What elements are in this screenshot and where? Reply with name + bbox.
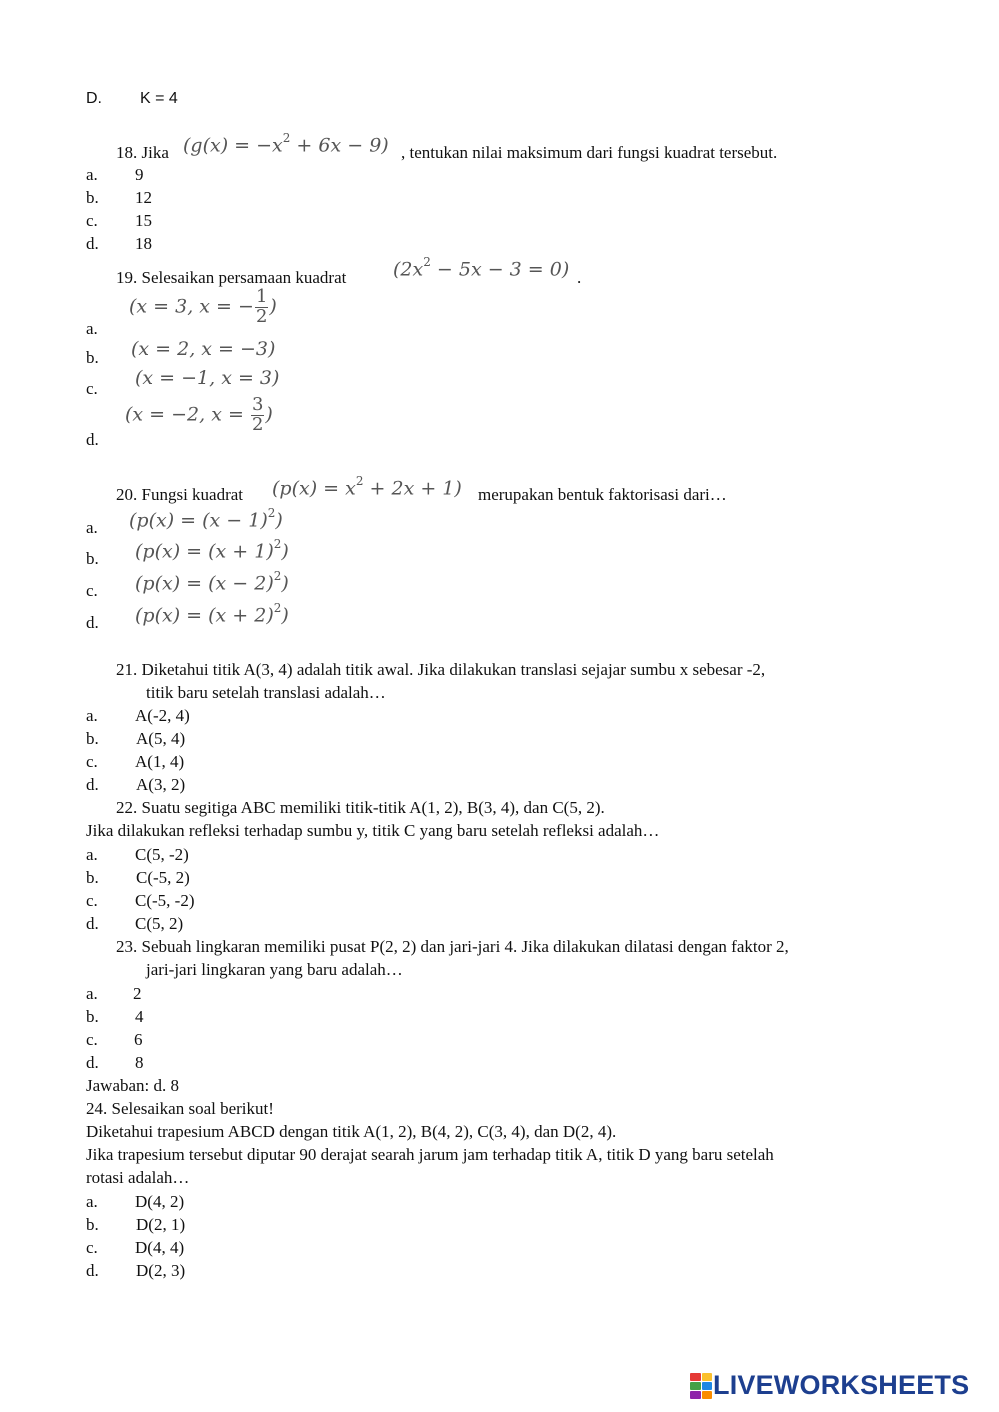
- q19-expression: $(2x^2 - 5x - 3 = 0)$: [393, 255, 570, 281]
- q24-option-d-letter: d.: [86, 1261, 99, 1280]
- q21-option-c-letter: c.: [86, 752, 98, 771]
- q24-option-b-letter: b.: [86, 1215, 99, 1234]
- q20-option-d-letter: d.: [86, 613, 99, 632]
- q20-option-b-letter: b.: [86, 549, 99, 568]
- q23-question-line-1: 23. Sebuah lingkaran memiliki pusat P(2, 2) dan jari-jari 4. Jika dilakukan dilatasi dengan faktor 2,: [116, 937, 789, 956]
- q18-option-a-text: 9: [135, 165, 144, 184]
- q21-option-b-text: A(5, 4): [136, 729, 186, 748]
- q23-option-d-text: 8: [135, 1053, 144, 1072]
- q20-option-a-math: $(p(x) = (x - 1)^2)$: [129, 506, 283, 532]
- q19-option-d-letter: d.: [86, 430, 99, 449]
- q18-option-b-text: 12: [135, 188, 152, 207]
- q20-option-b-math: $(p(x) = (x + 1)^2)$: [135, 537, 289, 563]
- liveworksheets-logo-text: LIVEWORKSHEETS: [713, 1370, 970, 1400]
- q21-option-a-letter: a.: [86, 706, 98, 725]
- q21-option-d-letter: d.: [86, 775, 99, 794]
- q19-option-b-letter: b.: [86, 348, 99, 367]
- q19-question-text: 19. Selesaikan persamaan kuadrat: [116, 268, 347, 287]
- logo-square: [690, 1373, 701, 1381]
- q21-option-c-text: A(1, 4): [135, 752, 185, 771]
- q18-option-a-letter: a.: [86, 165, 98, 184]
- q24-question-line-2: Diketahui trapesium ABCD dengan titik A(1, 2), B(4, 2), C(3, 4), dan D(2, 4).: [86, 1122, 617, 1141]
- q20-option-d-math: $(p(x) = (x + 2)^2)$: [135, 601, 289, 627]
- logo-square: [690, 1391, 701, 1399]
- q24-question-line-3: Jika trapesium tersebut diputar 90 derajat searah jarum jam terhadap titik A, titik D yang baru setelah: [86, 1145, 774, 1164]
- q19-option-c-math: (x = −1, x = 3): [135, 367, 280, 389]
- q19-option-a-letter: a.: [86, 319, 98, 338]
- q19-option-b-math: (x = 2, x = −3): [131, 338, 276, 360]
- q23-option-b-text: 4: [135, 1007, 144, 1026]
- q22-option-b-letter: b.: [86, 868, 99, 887]
- q21-option-b-letter: b.: [86, 729, 99, 748]
- q21-option-a-text: A(-2, 4): [135, 706, 190, 725]
- q22-option-a-text: C(5, -2): [135, 845, 189, 864]
- q21-question-line-2: titik baru setelah translasi adalah…: [146, 683, 386, 702]
- q18-option-d-text: 18: [135, 234, 152, 253]
- q24-option-a-text: D(4, 2): [135, 1192, 185, 1211]
- q19-option-a-math: (x = 3, x = − $\frac{1}{2}$ ): [129, 286, 277, 327]
- q22-option-c-text: C(-5, -2): [135, 891, 195, 910]
- q21-option-d-text: A(3, 2): [136, 775, 186, 794]
- q20-option-c-letter: c.: [86, 581, 98, 600]
- q19-period: .: [577, 268, 582, 287]
- q23-option-a-letter: a.: [86, 984, 98, 1003]
- logo-square: [690, 1382, 701, 1390]
- q18-option-c-text: 15: [135, 211, 152, 230]
- q22-question-line-2: Jika dilakukan refleksi terhadap sumbu y, titik C yang baru setelah refleksi adalah…: [86, 821, 660, 840]
- q22-option-c-letter: c.: [86, 891, 98, 910]
- logo-square: [702, 1382, 713, 1390]
- q18-question-number: 18. Jika: [116, 143, 169, 162]
- q22-option-d-letter: d.: [86, 914, 99, 933]
- q18-option-c-letter: c.: [86, 211, 98, 230]
- q24-question-line-1: 24. Selesaikan soal berikut!: [86, 1099, 274, 1118]
- q23-question-line-2: jari-jari lingkaran yang baru adalah…: [146, 960, 403, 979]
- q18-option-b-letter: b.: [86, 188, 99, 207]
- q19-option-c-letter: c.: [86, 379, 98, 398]
- q20-option-c-math: $(p(x) = (x - 2)^2)$: [135, 569, 289, 595]
- q24-question-line-4: rotasi adalah…: [86, 1168, 190, 1187]
- q18-question-text: , tentukan nilai maksimum dari fungsi kuadrat tersebut.: [401, 143, 778, 162]
- q20-expression: $(p(x) = x^2 + 2x + 1)$: [272, 474, 462, 500]
- liveworksheets-logo-icon: [690, 1373, 712, 1399]
- q18-expression: $(g(x) = -x^2 + 6x - 9)$: [183, 131, 389, 157]
- q24-option-b-text: D(2, 1): [136, 1215, 186, 1234]
- q22-question-line-1: 22. Suatu segitiga ABC memiliki titik-titik A(1, 2), B(3, 4), dan C(5, 2).: [116, 798, 605, 817]
- q24-option-a-letter: a.: [86, 1192, 98, 1211]
- q22-option-b-text: C(-5, 2): [136, 868, 190, 887]
- q22-option-a-letter: a.: [86, 845, 98, 864]
- q23-option-c-text: 6: [134, 1030, 143, 1049]
- q24-option-c-text: D(4, 4): [135, 1238, 185, 1257]
- q23-option-b-letter: b.: [86, 1007, 99, 1026]
- liveworksheets-logo: [690, 1372, 969, 1399]
- q23-option-a-text: 2: [133, 984, 142, 1003]
- q20-question-number: 20. Fungsi kuadrat: [116, 485, 244, 504]
- q19-option-d-math: (x = −2, x = $\frac{3}{2}$ ): [125, 394, 273, 435]
- q23-answer: Jawaban: d. 8: [86, 1076, 180, 1095]
- q20-option-a-letter: a.: [86, 518, 98, 537]
- q18-option-d-letter: d.: [86, 234, 99, 253]
- q17-option-d-text: K = 4: [140, 90, 178, 107]
- q20-question-text: merupakan bentuk faktorisasi dari…: [478, 485, 727, 504]
- logo-square: [702, 1391, 713, 1399]
- q17-option-d-letter: D.: [86, 90, 102, 107]
- q23-option-c-letter: c.: [86, 1030, 98, 1049]
- logo-square: [702, 1373, 713, 1381]
- q21-question-line-1: 21. Diketahui titik A(3, 4) adalah titik awal. Jika dilakukan translasi sejajar sumbu x sebesar -2,: [116, 660, 766, 679]
- q24-option-c-letter: c.: [86, 1238, 98, 1257]
- q22-option-d-text: C(5, 2): [135, 914, 184, 933]
- q23-option-d-letter: d.: [86, 1053, 99, 1072]
- q24-option-d-text: D(2, 3): [136, 1261, 186, 1280]
